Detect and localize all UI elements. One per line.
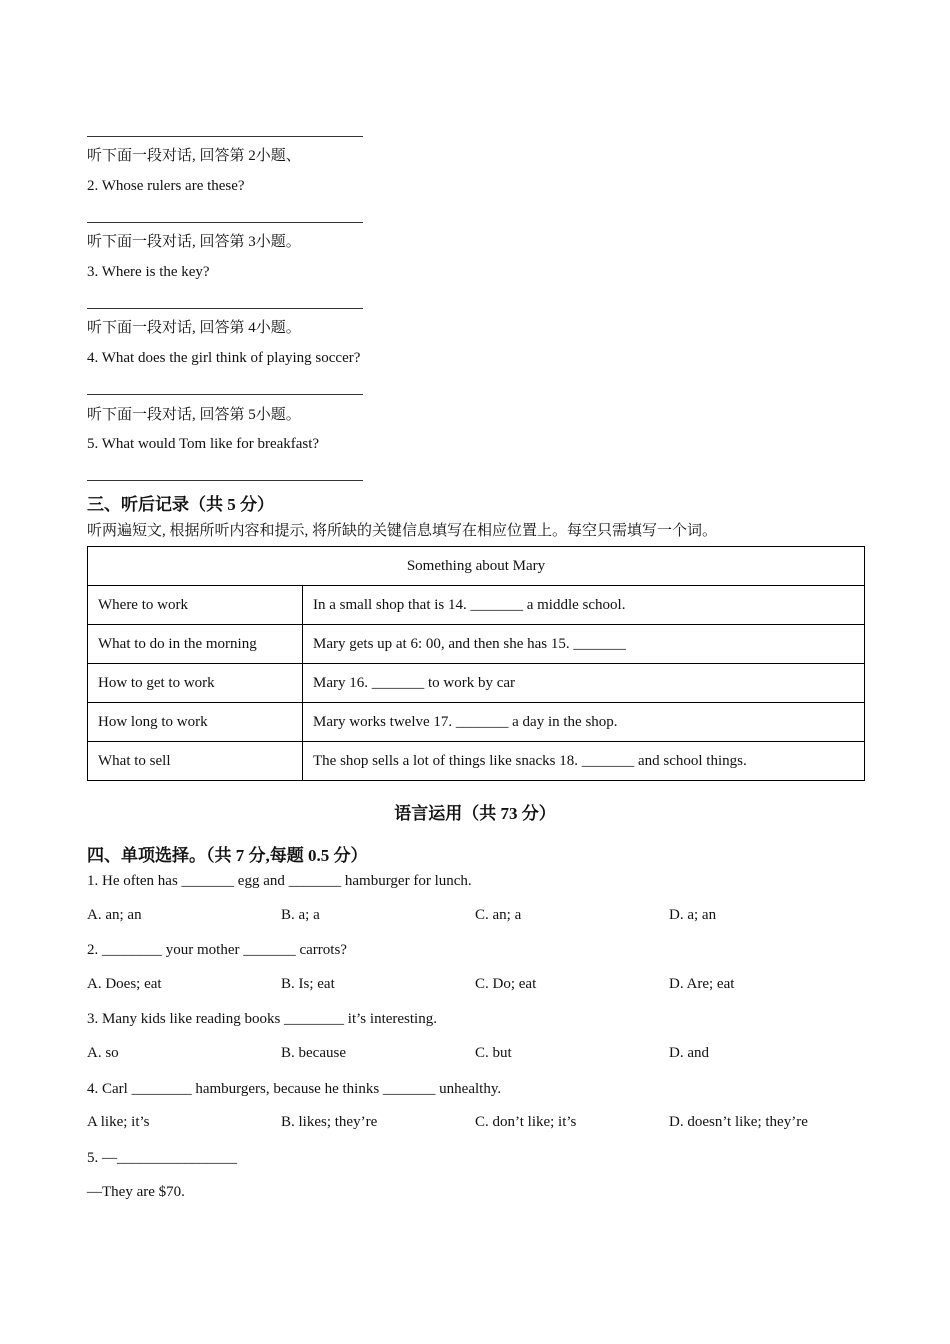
question-5-stem: 5. —________________ — [87, 1150, 237, 1166]
row-label: What to do in the morning — [88, 625, 303, 664]
language-use-title: 语言运用（共 73 分） — [394, 804, 556, 823]
q4-option-a[interactable]: A like; it’s — [87, 1114, 150, 1130]
row-content[interactable]: The shop sells a lot of things like snacks 18. _______ and school things. — [303, 742, 865, 781]
q4-option-c[interactable]: C. don’t like; it’s — [475, 1114, 577, 1130]
q1-option-c[interactable]: C. an; a — [475, 907, 522, 923]
row-label: How to get to work — [88, 664, 303, 703]
answer-line[interactable] — [87, 136, 363, 137]
table-title-row — [88, 547, 865, 586]
question-1-stem: 1. He often has _______ egg and _______ hamburger for lunch. — [87, 873, 472, 889]
q3-option-b[interactable]: B. because — [281, 1045, 346, 1061]
listening-question-5: 5. What would Tom like for breakfast? — [87, 436, 320, 452]
q3-option-a[interactable]: A. so — [87, 1045, 119, 1061]
section-3-title: 三、听后记录（共 5 分） — [87, 495, 274, 514]
table-row — [88, 703, 865, 742]
q2-option-d[interactable]: D. Are; eat — [669, 976, 735, 992]
row-content[interactable]: Mary gets up at 6: 00, and then she has 15. _______ — [303, 625, 865, 664]
table-row — [88, 586, 865, 625]
row-label: What to sell — [88, 742, 303, 781]
q2-option-a[interactable]: A. Does; eat — [87, 976, 162, 992]
listening-instruction-2: 听下面一段对话, 回答第 2小题、 — [87, 148, 301, 164]
q2-option-c[interactable]: C. Do; eat — [475, 976, 537, 992]
row-label: Where to work — [88, 586, 303, 625]
row-content[interactable]: In a small shop that is 14. _______ a middle school. — [303, 586, 865, 625]
section-3-instruction: 听两遍短文, 根据所听内容和提示, 将所缺的关键信息填写在相应位置上。每空只需填写一个词。 — [87, 523, 718, 539]
listening-question-2: 2. Whose rulers are these? — [87, 178, 245, 194]
listening-instruction-4: 听下面一段对话, 回答第 4小题。 — [87, 320, 301, 336]
question-4-stem: 4. Carl ________ hamburgers, because he thinks _______ unhealthy. — [87, 1081, 502, 1097]
row-content[interactable]: Mary works twelve 17. _______ a day in the shop. — [303, 703, 865, 742]
question-3-stem: 3. Many kids like reading books ________ it’s interesting. — [87, 1011, 437, 1027]
answer-line[interactable] — [87, 222, 363, 223]
section-4-title: 四、单项选择。（共 7 分,每题 0.5 分） — [87, 846, 368, 865]
answer-line[interactable] — [87, 308, 363, 309]
table-row — [88, 742, 865, 781]
listening-instruction-3: 听下面一段对话, 回答第 3小题。 — [87, 234, 301, 250]
question-5-answer: —They are $70. — [87, 1184, 185, 1200]
table-row — [88, 664, 865, 703]
notes-table — [87, 546, 865, 781]
answer-line[interactable] — [87, 480, 363, 481]
q2-option-b[interactable]: B. Is; eat — [281, 976, 335, 992]
q3-option-d[interactable]: D. and — [669, 1045, 709, 1061]
q1-option-a[interactable]: A. an; an — [87, 907, 142, 923]
q1-option-d[interactable]: D. a; an — [669, 907, 717, 923]
q4-option-d[interactable]: D. doesn’t like; they’re — [669, 1114, 808, 1130]
question-2-stem: 2. ________ your mother _______ carrots? — [87, 942, 347, 958]
listening-question-4: 4. What does the girl think of playing soccer? — [87, 350, 361, 366]
answer-line[interactable] — [87, 394, 363, 395]
listening-instruction-5: 听下面一段对话, 回答第 5小题。 — [87, 407, 301, 423]
q4-option-b[interactable]: B. likes; they’re — [281, 1114, 378, 1130]
q1-option-b[interactable]: B. a; a — [281, 907, 320, 923]
row-content[interactable]: Mary 16. _______ to work by car — [303, 664, 865, 703]
q3-option-c[interactable]: C. but — [475, 1045, 512, 1061]
listening-question-3: 3. Where is the key? — [87, 264, 210, 280]
table-row — [88, 625, 865, 664]
table-title: Something about Mary — [88, 547, 865, 586]
row-label: How long to work — [88, 703, 303, 742]
